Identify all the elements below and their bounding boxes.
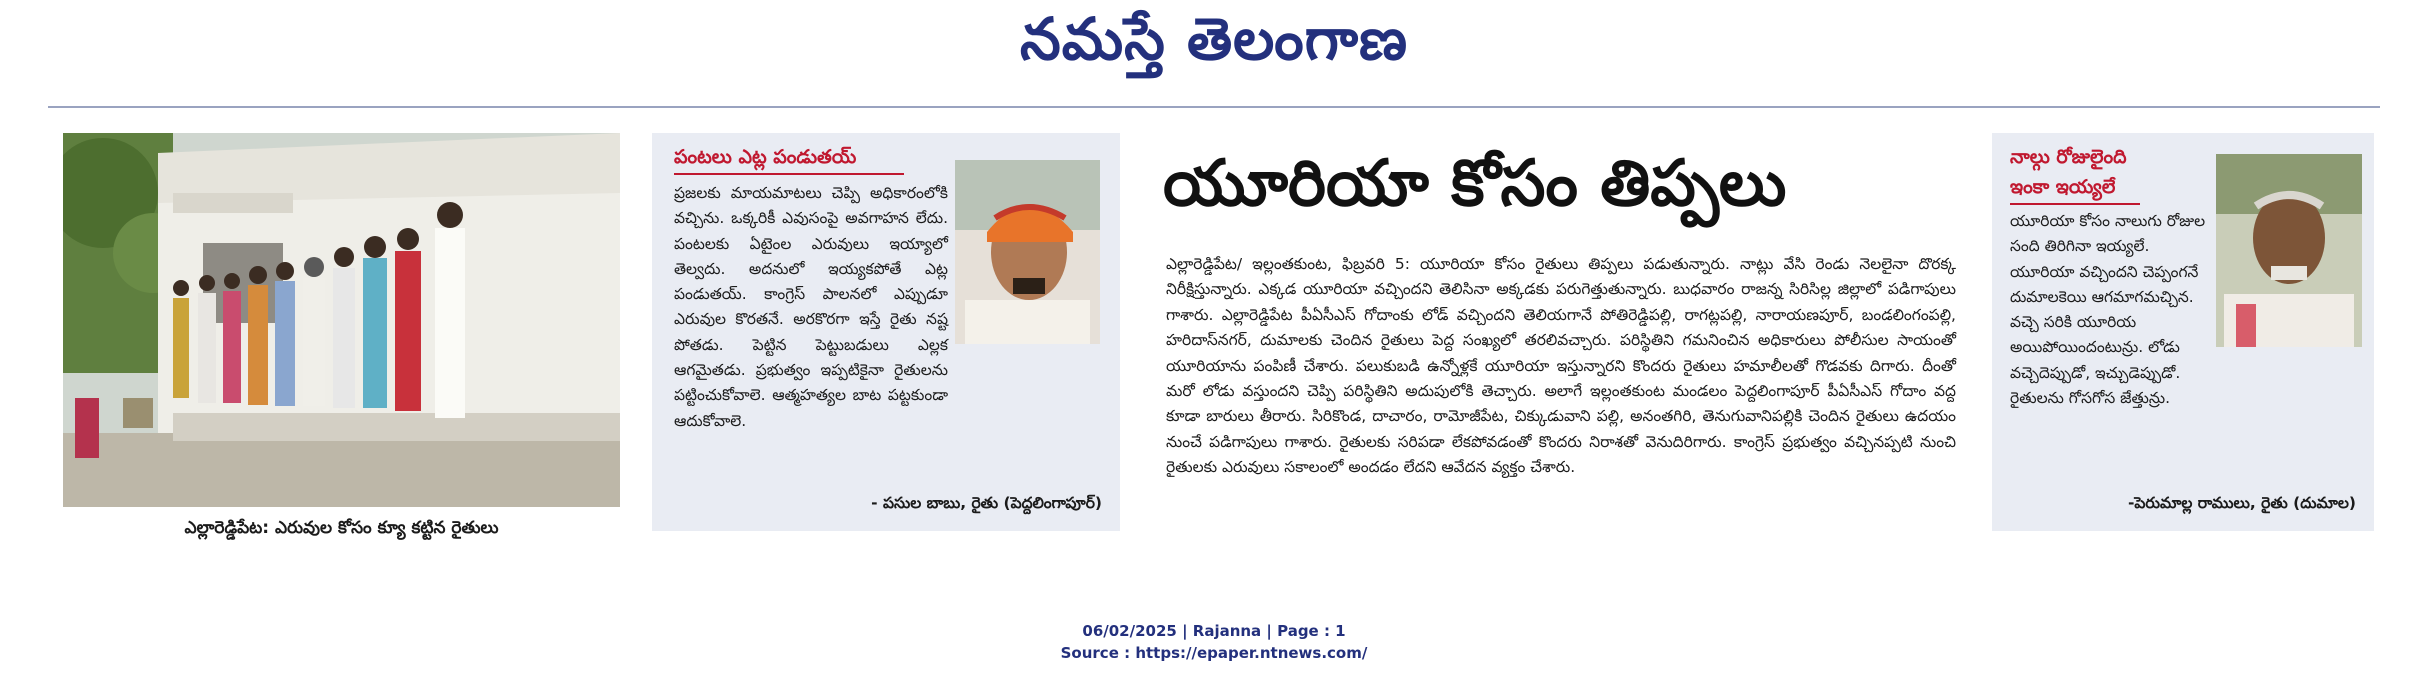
quote-kicker-line2: ఇంకా ఇయ్యలే	[2010, 176, 2116, 198]
kicker-underline	[2010, 203, 2140, 205]
quote-kicker: పంటలు ఎట్ల పండుతయ్	[674, 146, 857, 168]
newspaper-masthead: నమస్తే తెలంగాణ	[1020, 5, 1408, 73]
farmers-queue-photo	[63, 133, 620, 507]
article-body: ఎల్లారెడ్డిపేట/ ఇల్లంతకుంట, ఫిబ్రవరి 5: యూరియా కోసం రైతులు తిప్పలు పడుతున్నారు. నాట్లు వేసి రెండు నెలలైనా దొరక్క నిరీక్షిస్తున్నారు. ఎక్కడ యూరియా వచ్చిందని తెలిసినా అక్కడకు పరుగెత్తుతున్నారు. బుధవారం రాజన్న సిరిసిల్ల జిల్లాలో పడిగాపులు గాశారు. ఎల్లారెడ్డిపేట పీఏసీఎస్ గోదాంకు లోడ్ వచ్చిందని తెలియగానే పోతిరెడ్డిపల్లి, రాగట్లపల్లి, నారాయణపూర్, బండలింగంపల్లి, హరిదాస్‌నగర్, దుమాలకు చెందిన రైతులు పెద్ద సంఖ్యలో తరలివచ్చారు. పరిస్థితిని గమనించిన అధికారులు పోలీసుల సాయంతో యూరియాను పంపిణీ చేశారు. పలుకుబడి ఉన్నోళ్లకే యూరియా ఇస్తున్నారని కొందరు రైతులు హమాలీలతో గొడవకు దిగారు. దీంతో మరో లోడు వస్తుందని చెప్పి పరిస్థితిని అదుపులోకి తెచ్చారు. అలాగే ఇల్లంతకుంట మండలం పెద్దలింగాపూర్ పీఏసీఎస్ గోదాం వద్ద కూడా బారులు తీరారు. సిరికొండ, దాచారం, రామోజీపేట, చిక్కుడువాని పల్లి, అనంతగిరి, తెనుగువానిపల్లికి చెందిన రైతులు ఉదయం నుంచే పడిగాపులు గాశారు. రైతులకు సరిపడా లేకపోవడంతో కొందరు నిరాశతో వెనుదిరిగారు. కాంగ్రెస్ ప్రభుత్వం వచ్చినప్పటి నుంచి రైతులకు ఎరువులు సకాలంలో అందడం లేదని ఆవేదన వ్యక్తం చేశారు.	[1166, 255, 1956, 477]
source-link[interactable]: Source : https://epaper.ntnews.com/	[1060, 644, 1368, 662]
quote-byline: -పెరుమాల్ల రాములు, రైతు (దుమాల)	[2127, 494, 2356, 512]
farmer-portrait-right	[2216, 154, 2362, 347]
quote-byline: - పసుల బాబు, రైతు (పెద్దలింగాపూర్)	[871, 494, 1102, 512]
quote-body: ప్రజలకు మాయమాటలు చెప్పి అధికారంలోకి వచ్చిను. ఒక్కరికీ ఎవుసంపై అవగాహన లేదు. పంటలకు ఏటైంల ఎరువులు ఇయ్యాలో తెల్వదు. అదనులో ఇయ్యకపోతే ఎట్ల పండుతయ్. కాంగ్రెస్ పాలనలో ఎప్పుడూ ఎరువుల కొరతనే. అరకొరగా ఇస్తే రైతు నష్ట పోతడు. పెట్టిన పెట్టుబడులు ఎల్లక ఆగమైతడు. ప్రభుత్వం ఇప్పటికైనా రైతులను పట్టించుకోవాలె. ఆత్మహత్యల బాట పట్టకుండా ఆదుకోవాలె.	[674, 184, 948, 430]
quote-body: యూరియా కోసం నాలుగు రోజుల సంది తిరిగినా ఇయ్యలే. యూరియా వచ్చిందని చెప్పంగనే దుమాలకెయి ఆగమాగమచ్చిన. వచ్చె సరికి యూరియ అయిపోయిందంటున్రు. లోడు వచ్చెదెప్పుడో, ఇచ్చుడెప్పుడో. రైతులను గోసగోస జేత్తున్రు.	[2010, 212, 2206, 408]
photo-caption: ఎల్లారెడ్డిపేట: ఎరువుల కోసం క్యూ కట్టిన రైతులు	[184, 518, 499, 538]
kicker-underline	[674, 173, 904, 175]
edition-info: 06/02/2025 | Rajanna | Page : 1	[1082, 622, 1346, 640]
article-headline: యూరియా కోసం తిప్పలు	[1163, 147, 1787, 221]
quote-kicker-line1: నాల్గు రోజులైంది	[2010, 146, 2127, 168]
farmer-quote-box-left	[652, 133, 1120, 531]
masthead-divider	[48, 106, 2380, 108]
farmer-quote-box-right	[1992, 133, 2374, 531]
farmer-portrait-left	[955, 160, 1100, 344]
